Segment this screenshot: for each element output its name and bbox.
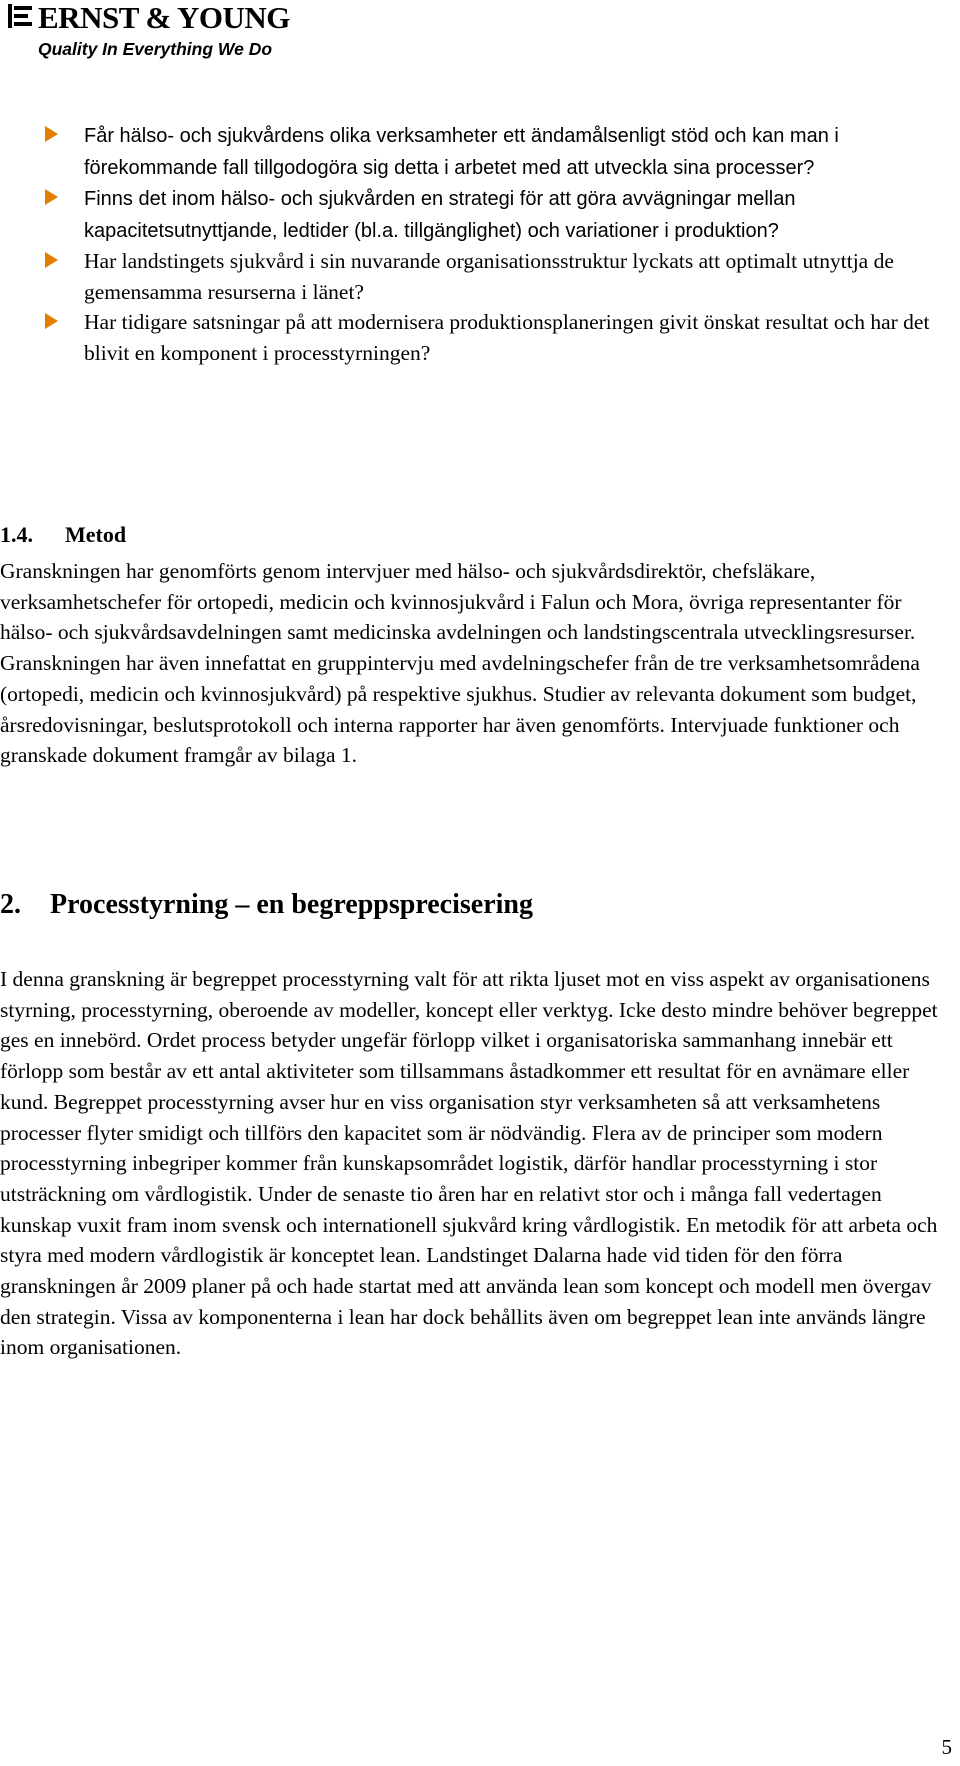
- company-logo: [8, 0, 308, 62]
- list-item-text: Finns det inom hälso- och sjukvården en strategi för att göra avvägningar mellan kapacitetsutnyttjande, ledtider (bl.a. tillgänglighet) och variationer i produktion?: [84, 188, 796, 242]
- list-item-text: Har landstingets sjukvård i sin nuvarande organisationsstruktur lyckats att optimalt utnyttja de gemensamma resurserna i länet?: [84, 249, 894, 304]
- list-item: [0, 307, 944, 368]
- chapter-heading: [0, 888, 533, 922]
- chapter-title: Processtyrning – en begreppsprecisering: [50, 889, 533, 920]
- bullet-arrow-icon: [45, 252, 58, 268]
- logo-company-name: ERNST & YOUNG: [38, 0, 290, 35]
- process-paragraph: I denna granskning är begreppet processtyrning valt för att rikta ljuset mot en viss aspekt av organisationens styrning, processtyrning, oberoende av modeller, koncept eller verktyg. Icke desto mindre behöver begreppet ges en innebörd. Ordet process betyder ungefär förlopp vilket i organisatoriska sammanhang innebär ett förlopp som består av ett antal aktiviteter som tillsammans åstadkommer ett resultat för en avnämare eller kund. Begreppet processtyrning avser hur en viss organisation styr verksamheten så att verksamhetens processer flyter smidigt och tillförs den kapacitet som är nödvändig. Flera av de principer som modern processtyrning inbegriper kommer från kunskapsområdet logistik, därför handlar processtyrning i stor utsträckning om vårdlogistik. Under de senaste tio åren har en relativt stor och i många fall vedertagen kunskap vuxit fram inom svensk och internationell sjukvård kring vårdlogistik. En metodik för att arbeta och styra med modern vårdlogistik är konceptet lean. Landstinget Dalarna hade vid tiden för den förra granskningen år 2009 planer på och hade startat med att använda lean som koncept och modell men övergav den strategin. Vissa av komponenterna i lean har dock behållits även om begreppet lean inte används längre inom organisationen.: [0, 967, 938, 1360]
- section-title: Metod: [65, 522, 127, 547]
- bullet-arrow-icon: [45, 313, 58, 329]
- bullet-arrow-icon: [45, 126, 58, 142]
- list-item: [0, 183, 944, 246]
- list-item: [0, 246, 944, 307]
- method-paragraph: Granskningen har genomförts genom intervjuer med hälso- och sjukvårdsdirektör, chefsläkare, verksamhetschefer för ortopedi, medicin och kvinnosjukvård i Falun och Mora, övriga representanter för hälso- och sjukvårdsavdelningen samt medicinska avdelningen och landstingscentrala utvecklingsresurser. Granskningen har även innefattat en gruppintervju med avdelningschefer från de tre verksamhetsområdena (ortopedi, medicin och kvinnosjukvård) på respektive sjukhus. Studier av relevanta dokument som budget, årsredovisningar, beslutsprotokoll och interna rapporter har även genomförts. Intervjuade funktioner och granskade dokument framgår av bilaga 1.: [0, 559, 920, 768]
- list-item: [0, 120, 944, 183]
- logo-mark-icon: [8, 4, 34, 28]
- list-item-text: Får hälso- och sjukvårdens olika verksamheter ett ändamålsenligt stöd och kan man i förekommande fall tillgodogöra sig detta i arbetet med att utveckla sina processer?: [84, 125, 839, 179]
- logo-tagline: Quality In Everything We Do: [38, 39, 273, 59]
- chapter-number: 2.: [0, 889, 21, 920]
- page-number: 5: [941, 1735, 952, 1759]
- section-heading-metod: [0, 520, 126, 550]
- question-list: [0, 120, 960, 368]
- bullet-arrow-icon: [45, 189, 58, 205]
- section-number: 1.4.: [0, 522, 33, 547]
- list-item-text: Har tidigare satsningar på att modernisera produktionsplaneringen givit önskat resultat och har det blivit en komponent i processtyrningen?: [84, 310, 930, 365]
